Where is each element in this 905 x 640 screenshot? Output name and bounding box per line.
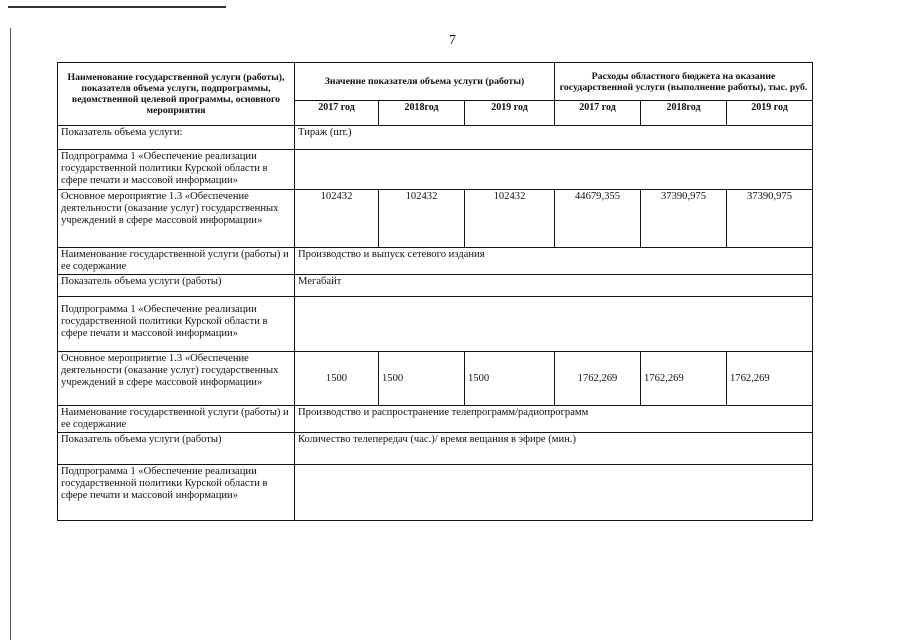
scan-artifact-line [8, 6, 226, 8]
volume-2017: 102432 [295, 190, 379, 248]
services-table [57, 62, 813, 521]
table-row [58, 406, 813, 433]
expense-2019: 37390,975 [727, 190, 813, 248]
year-header: 2017 год [555, 101, 641, 126]
table-row [58, 465, 813, 521]
year-header: 2017 год [295, 101, 379, 126]
table-row [58, 150, 813, 190]
row-label: Подпрограмма 1 «Обеспечение реализации государственной политики Курской области в сфере печати и массовой информации» [58, 297, 295, 352]
volume-2018: 1500 [379, 352, 465, 406]
table-row [58, 126, 813, 150]
row-label: Показатель объема услуги: [58, 126, 295, 150]
row-label: Подпрограмма 1 «Обеспечение реализации государственной политики Курской области в сфере печати и массовой информации» [58, 150, 295, 190]
expense-2018: 1762,269 [641, 352, 727, 406]
header-expense-group: Расходы областного бюджета на оказание государственной услуги (выполнение работы), тыс. руб. [555, 63, 813, 101]
table-row [58, 352, 813, 406]
year-header: 2018год [641, 101, 727, 126]
year-header: 2018год [379, 101, 465, 126]
table-row [58, 297, 813, 352]
row-label: Основное мероприятие 1.3 «Обеспечение деятельности (оказание услуг) государственных учреждений в сфере массовой информации» [58, 190, 295, 248]
year-header: 2019 год [465, 101, 555, 126]
scan-artifact-edge [10, 28, 11, 640]
row-value-empty [295, 465, 813, 521]
row-label: Основное мероприятие 1.3 «Обеспечение деятельности (оказание услуг) государственных учреждений в сфере массовой информации» [58, 352, 295, 406]
volume-2018: 102432 [379, 190, 465, 248]
year-header: 2019 год [727, 101, 813, 126]
table-row [58, 275, 813, 297]
row-label: Показатель объема услуги (работы) [58, 433, 295, 465]
expense-2017: 1762,269 [555, 352, 641, 406]
header-name-cell: Наименование государственной услуги (работы), показателя объема услуги, подпрограммы, ведомственной целевой программы, основного мероприятия [58, 63, 295, 126]
expense-2018: 37390,975 [641, 190, 727, 248]
header-volume-group: Значение показателя объема услуги (работы) [295, 63, 555, 101]
row-value: Мегабайт [295, 275, 813, 297]
table-row [58, 248, 813, 275]
volume-2019: 102432 [465, 190, 555, 248]
table-row [58, 190, 813, 248]
page-number: 7 [449, 33, 456, 48]
row-value: Количество телепередач (час.)/ время вещания в эфире (мин.) [295, 433, 813, 465]
row-value-empty [295, 297, 813, 352]
volume-2017: 1500 [295, 352, 379, 406]
row-value: Производство и выпуск сетевого издания [295, 248, 813, 275]
table-row [58, 433, 813, 465]
row-value: Производство и распространение телепрограмм/радиопрограмм [295, 406, 813, 433]
row-value-empty [295, 150, 813, 190]
volume-2019: 1500 [465, 352, 555, 406]
expense-2019: 1762,269 [727, 352, 813, 406]
row-label: Наименование государственной услуги (работы) и ее содержание [58, 248, 295, 275]
row-label: Подпрограмма 1 «Обеспечение реализации государственной политики Курской области в сфере печати и массовой информации» [58, 465, 295, 521]
row-label: Наименование государственной услуги (работы) и ее содержание [58, 406, 295, 433]
expense-2017: 44679,355 [555, 190, 641, 248]
row-value: Тираж (шт.) [295, 126, 813, 150]
row-label: Показатель объема услуги (работы) [58, 275, 295, 297]
header-row [58, 63, 813, 101]
